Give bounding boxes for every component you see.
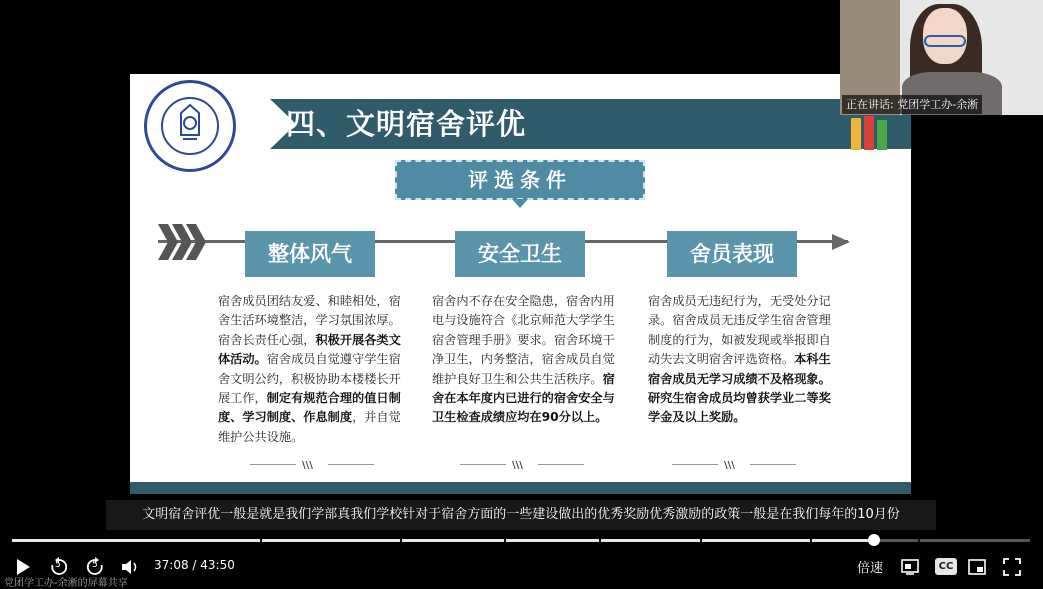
- arrow-head-icon: [832, 234, 850, 250]
- speaker-label: 正在讲话: 党团学工办-余淅: [842, 95, 982, 114]
- glasses-icon: [924, 35, 966, 47]
- progress-scrubber-handle[interactable]: [868, 534, 880, 546]
- time-display: 37:08 / 43:50: [154, 558, 235, 572]
- fullscreen-icon: [1003, 558, 1021, 576]
- criteria-caption-box: [395, 160, 645, 200]
- fullscreen-button[interactable]: [1002, 557, 1022, 577]
- criteria-caption: 评选条件: [468, 168, 572, 192]
- subtitle-caption: 文明宿舍评优一般是就是我们学部真我们学校针对于宿舍方面的一些建设做出的优秀奖励优秀激励的政策一般是在我们每年的10月份: [106, 500, 936, 530]
- category-overall-atmosphere: 整体风气: [245, 231, 375, 277]
- speaker-view-button[interactable]: [900, 557, 920, 577]
- category-member-performance: 舍员表现: [667, 231, 797, 277]
- criteria-text-3: 宿舍成员无违纪行为，无受处分记录。宿舍成员无违反学生宿舍管理制度的行为，如被发现或举报即自动失去文明宿舍评选资格。本科生宿舍成员无学习成绩不及格现象。研究生宿舍成员均曾获学业二等奖学金及以上奖励。: [648, 294, 831, 425]
- skip-forward-button[interactable]: 5: [85, 557, 105, 577]
- slide-footer-band: [130, 482, 911, 494]
- picture-in-picture-button[interactable]: [967, 557, 987, 577]
- screen-share-caption: 党团学工办-余淅的屏幕共享: [4, 578, 128, 589]
- university-seal-icon: [144, 80, 236, 172]
- category-safety-hygiene: 安全卫生: [455, 231, 585, 277]
- separator-ornament: \\\: [672, 460, 796, 470]
- separator-ornament: \\\: [250, 460, 374, 470]
- slide-title: 四、文明宿舍评优: [286, 107, 527, 141]
- shared-slide: [130, 74, 911, 494]
- skip-back-button[interactable]: 5: [49, 557, 69, 577]
- criteria-text-2: 宿舍内不存在安全隐患，宿舍内用电与设施符合《北京师范大学学生宿舍管理手册》要求。宿舍环境干净卫生，内务整洁，宿舍成员自觉维护良好卫生和公共生活秩序。宿舍在本年度内已进行的宿舍安全与卫生检查成绩应均在90分以上。: [432, 294, 615, 425]
- progress-played: [12, 539, 874, 542]
- playback-speed-button[interactable]: 倍速: [857, 561, 884, 576]
- slide-header: [130, 74, 911, 158]
- pip-icon: [968, 559, 986, 575]
- separator-ornament: \\\: [460, 460, 584, 470]
- picture-icon: [901, 559, 919, 575]
- school-emblem-icon: [849, 114, 889, 154]
- captions-button[interactable]: CC: [935, 558, 957, 575]
- criteria-text-1: 宿舍成员团结友爱、和睦相处，宿舍生活环境整洁，学习氛围浓厚。宿舍长责任心强，积极开展各类文体活动。宿舍成员自觉遵守学生宿舍文明公约，积极协助本楼楼长开展工作，制定有规范合理的值日制度、学习制度、作息制度，并自觉维护公共设施。: [218, 294, 401, 444]
